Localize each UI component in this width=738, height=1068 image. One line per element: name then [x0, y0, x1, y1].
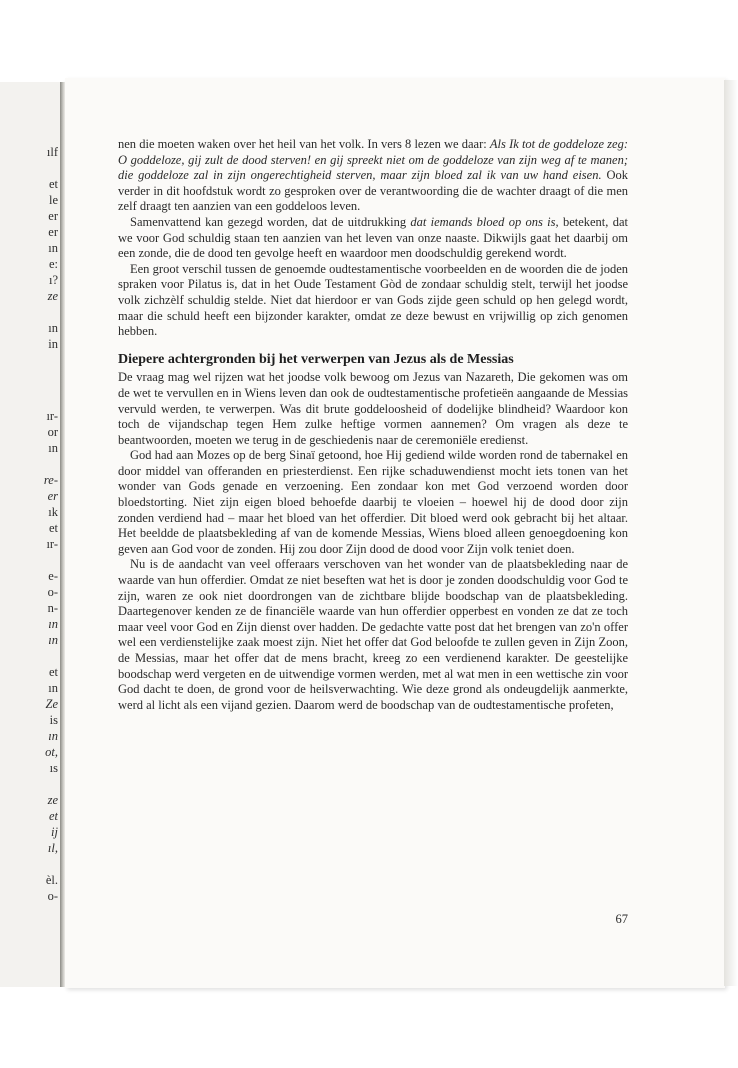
left-fragment: ın	[48, 441, 58, 455]
left-fragment: ın	[48, 241, 58, 255]
paragraph-2-text-end: betekent, dat we voor God schuldig staan ten aanzien van het leven van onze naaste. Dikwijls gaat het daarbij om een zonde, die de dood ten gevolge heeft en waardoor men doodschuldig gerekend wordt.	[118, 214, 628, 261]
paragraph-4: De vraag mag wel rijzen wat het joodse volk bewoog om Jezus van Nazareth, Die gekomen was om de wet te vervullen en in Wiens leven dan ook de oudtestamentische profetieën aangaande de Messias vervuld werden, te verwerpen. Was dit brute goddeloosheid of dodelijke blindheid? Waardoor kon toch de vijandschap tegen Hem zulke heftige vormen aannemen? Om vragen als deze te beantwoorden, moeten we terug in de geschiedenis naar de ceremoniële eredienst.	[118, 370, 628, 447]
left-fragment: ın	[48, 617, 58, 631]
left-fragment: n-	[47, 601, 58, 615]
left-fragment: ılf	[46, 145, 58, 159]
paragraph-1	[118, 137, 628, 215]
left-fragment: et	[48, 809, 58, 823]
left-fragment: et	[48, 521, 58, 535]
paragraph-6: Nu is de aandacht van veel offeraars verschoven van het wonder van de plaatsbekleding naar de waarde van hun offerdier. Omdat ze niet beseften wat het is door je zonden doodschuldig voor God te zijn, waren ze ook niet doordrongen van de zichtbare blijde boodschap van de plaatsbekleding. Daartegenover kenden ze de financiële waarde van hun offerdier opperbest en vonden ze dat ze toch maar veel voor God en Zijn dienst over hadden. De gedachte vatte post dat het brengen van zo'n offer wel een verdienstelijke zaak moest zijn. Niet het offer dat God beloofde te zullen geven in Zijn Zoon, de Messias, maar het offer dat de mens bracht, kreeg zo een verdienend karakter. De geestelijke boodschap werd vergeten en de uitwendige vormen werden, met al wat men in een wettische zin voor God dacht te doen, de grond voor de heilsverwachting. Wie deze grond als ondeugdelijk aanmerkte, werd al licht als een vijand gezien. Daarom werd de boodschap van de oudtestamentische profeten,	[118, 557, 628, 712]
paragraph-3: Een groot verschil tussen de genoemde oudtestamentische voorbeelden en de woorden die de joden spraken voor Pilatus is, dat in het Oude Testament Gòd de zondaar schuldig stelt, terwijl het joodse volk zichzèlf schuldig stelde. Niet dat hierdoor er van Gods zijde geen schuld op hen gelegd wordt, maar die schuld heeft een bijzonder karakter, omdat ze deze bewust en vrijwillig op zich genomen hebben.	[118, 261, 628, 339]
left-fragment: et	[48, 177, 58, 191]
left-fragment: er	[48, 225, 58, 239]
paragraph-1-text: nen die moeten waken over het heil van het volk. In vers 8 lezen we daar:	[118, 137, 490, 151]
paragraph-2-text: Samenvattend kan gezegd worden, dat de uitdrukking	[130, 214, 411, 229]
left-fragment: ze	[47, 793, 58, 807]
left-fragment: ij	[51, 825, 58, 839]
left-fragment: ır-	[46, 409, 58, 423]
section-heading: Diepere achtergronden bij het verwerpen van Jezus als de Messias	[118, 351, 514, 367]
paragraph-5: God had aan Mozes op de berg Sinaï getoond, hoe Hij gediend wilde worden rond de tabernakel en door middel van offeranden en priesterdienst. Een rijke schaduwendienst mocht iets tonen van het wonder van Gods genade en verzoening. Een zondaar kon met God verzoend worden door bloedstorting. Niet zijn eigen bloed behoefde daarbij te vloeien – hoewel hij de dood door zijn zonden verdiend had – maar het bloed van het offerdier. Dit bloed werd ook gebracht bij het altaar. Het beeldde de plaatsbekleding af van de komende Messias, Wiens bloed alleen genoegdoening kon geven aan God voor de zonden. Hij zou door Zijn dood de dood voor Zijn volk teniet doen.	[118, 448, 628, 556]
left-fragment: er	[48, 209, 58, 223]
paragraph-2	[118, 215, 628, 262]
main-text	[118, 137, 628, 713]
left-fragment: le	[48, 193, 58, 207]
left-fragment: ı?	[48, 273, 58, 287]
left-fragment: ık	[48, 505, 58, 519]
left-fragment: re-	[43, 473, 58, 487]
page-number: 67	[615, 912, 628, 926]
left-fragment: er	[47, 489, 58, 503]
left-fragment: ze	[47, 289, 58, 303]
left-fragment: ın	[48, 633, 58, 647]
left-fragment: ın	[48, 681, 58, 695]
left-fragment: or	[47, 425, 58, 439]
left-fragment: ot,	[45, 745, 58, 759]
left-fragment: èl.	[45, 873, 58, 887]
paragraph-1-text-end: Ook verder in dit hoofdstuk wordt zo gesproken over de verantwoording die de wachter draagt of die men zelf draagt ten aanzien van een goddeloos leven.	[118, 168, 628, 214]
left-fragment: e:	[48, 257, 58, 271]
left-fragment: ın	[48, 729, 58, 743]
left-fragment: ın	[48, 321, 58, 335]
left-fragment: ıs	[49, 761, 58, 775]
left-fragment: et	[48, 665, 58, 679]
left-fragment: ır-	[46, 537, 58, 551]
left-fragment: ıl,	[47, 841, 58, 855]
left-page-text-fragments	[0, 0, 58, 1068]
expression-italic: dat iemands bloed op ons is,	[410, 214, 559, 229]
left-fragment: e-	[48, 569, 58, 583]
left-fragment: is	[49, 713, 58, 727]
left-fragment: o-	[47, 585, 58, 599]
left-fragment: o-	[47, 889, 58, 903]
page-edge	[724, 80, 738, 986]
left-fragment: Ze	[45, 697, 58, 711]
scripture-quote: Als Ik tot de goddeloze zeg: O goddeloze, gij zult de dood sterven! en gij spreekt niet om de goddeloze van zijn weg af te manen; die goddeloze zal in zijn ongerechtigheid sterven, maar zijn bloed zal ik van uw hand eisen.	[118, 137, 629, 183]
left-fragment: in	[48, 337, 58, 351]
